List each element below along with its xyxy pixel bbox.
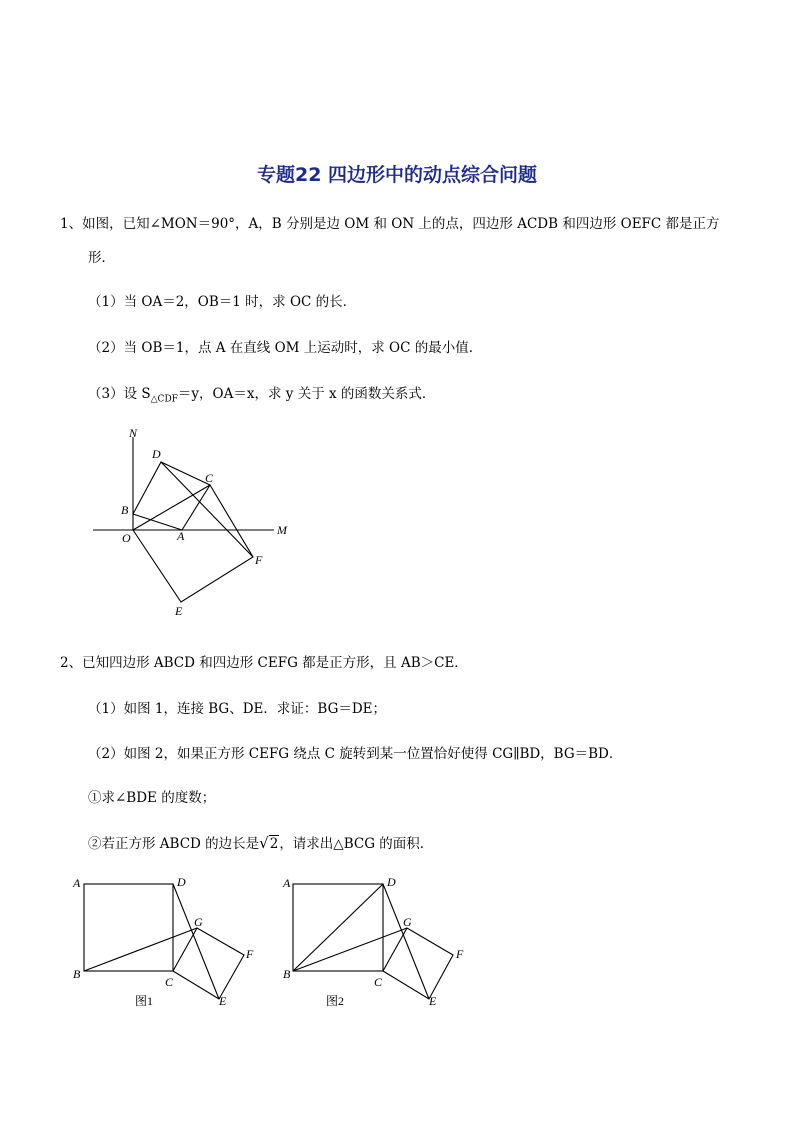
- fig2a-caption: 图1: [135, 994, 154, 1008]
- problem1-text-line1: 1、如图，已知∠MON＝90°，A，B 分别是边 OM 和 ON 上的点，四边形 ACDB 和四边形 OEFC 都是正方: [60, 216, 720, 232]
- fig2a-label-a: A: [73, 876, 81, 890]
- problem2-question2: （2）如图 2，如果正方形 CEFG 绕点 C 旋转到某一位置恰好使得 CG∥BD，BG＝BD．: [88, 746, 623, 762]
- fig2a-label-e: E: [219, 994, 227, 1008]
- fig2b-label-g: G: [403, 915, 412, 929]
- sub2-prefix: ②若正方形 ABCD 的边长是: [88, 836, 260, 852]
- fig2b-label-c: C: [374, 975, 383, 989]
- fig2b-caption: 图2: [326, 994, 345, 1008]
- problem1-question2: （2）当 OB＝1，点 A 在直线 OM 上运动时，求 OC 的最小值．: [88, 340, 483, 356]
- fig2b-label-a: A: [283, 876, 291, 890]
- problem2-sub2: [88, 832, 433, 852]
- fig2b-label-f: F: [456, 947, 464, 961]
- fig1-label-a: A: [177, 529, 185, 543]
- sqrt-expression: √2: [259, 834, 279, 852]
- problem1-question3: [88, 382, 435, 405]
- fig2a-label-d: D: [177, 875, 186, 889]
- fig1-label-f: F: [255, 553, 263, 567]
- problem2-question1: （1）如图 1，连接 BG、DE．求证：BG＝DE；: [88, 701, 387, 717]
- fig2a-label-f: F: [246, 947, 254, 961]
- fig2a-label-c: C: [165, 975, 174, 989]
- fig2b-label-d: D: [387, 875, 396, 889]
- fig1-label-d: D: [152, 447, 161, 461]
- q3-prefix: （3）设 S: [88, 386, 151, 402]
- fig1-label-b: B: [121, 503, 129, 517]
- fig1-label-e: E: [175, 604, 183, 618]
- fig1-label-m: M: [277, 523, 287, 537]
- fig2a-label-g: G: [194, 915, 203, 929]
- problem2-text-line1: 2、已知四边形 ABCD 和四边形 CEFG 都是正方形，且 AB＞CE．: [60, 655, 468, 671]
- problem2-sub1: ①求∠BDE 的度数；: [88, 790, 216, 806]
- fig2b-label-e: E: [429, 994, 437, 1008]
- fig2b-label-b: B: [283, 967, 291, 981]
- fig2a-label-b: B: [73, 967, 81, 981]
- problem1-question1: （1）当 OA＝2，OB＝1 时，求 OC 的长．: [88, 294, 357, 310]
- sqrt-radicand: 2: [269, 836, 279, 852]
- q3-suffix: ＝y，OA＝x，求 y 关于 x 的函数关系式．: [177, 386, 436, 402]
- fig1-label-c: C: [205, 471, 214, 485]
- page-title: 专题22 四边形中的动点综合问题: [256, 164, 538, 186]
- q3-subscript: △CDF: [150, 394, 178, 405]
- sub2-suffix: ，请求出△BCG 的面积．: [279, 836, 434, 852]
- fig1-label-n: N: [129, 426, 138, 440]
- fig1-label-o: O: [122, 531, 131, 545]
- problem1-text-line2: 形．: [88, 250, 115, 266]
